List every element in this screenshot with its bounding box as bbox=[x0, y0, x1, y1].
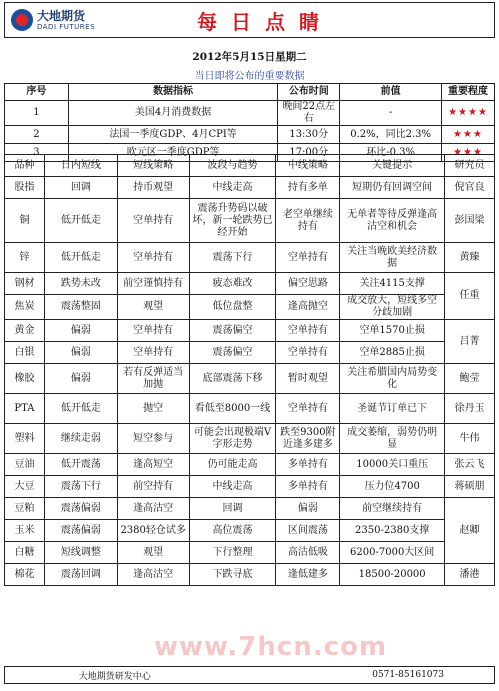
short-strategy-cell: 观望 bbox=[117, 295, 189, 320]
swing-trend-cell: 中线走高 bbox=[189, 177, 276, 199]
variety-cell: 豆油 bbox=[5, 454, 45, 476]
swing-trend-cell: 疲态难改 bbox=[189, 273, 276, 295]
intraday-cell: 回调 bbox=[44, 177, 117, 199]
swing-trend-cell: 中线走高 bbox=[189, 476, 276, 498]
intraday-cell: 跌势未改 bbox=[44, 273, 117, 295]
strategy-row bbox=[5, 295, 495, 320]
mid-strategy-cell: 空单持有 bbox=[276, 394, 340, 424]
swing-trend-cell: 看低至8000一线 bbox=[189, 394, 276, 424]
mid-strategy-cell: 空单持有 bbox=[276, 320, 340, 342]
release-time-cell: 晚间22点左右 bbox=[278, 101, 340, 126]
strategy-row bbox=[5, 476, 495, 498]
swing-trend-cell: 震荡升势码以破坏，新一轮跌势已经开始 bbox=[189, 199, 276, 243]
analyst-cell: 彭国梁 bbox=[445, 199, 495, 243]
variety-cell: 铜 bbox=[5, 199, 45, 243]
data-table-header bbox=[5, 84, 495, 101]
short-strategy-cell: 空单持有 bbox=[117, 342, 189, 364]
mid-strategy-cell: 空单持有 bbox=[276, 243, 340, 273]
swing-trend-cell: 震荡偏空 bbox=[189, 320, 276, 342]
intraday-cell: 震荡偏弱 bbox=[44, 520, 117, 542]
row-number: 2 bbox=[5, 126, 69, 144]
analyst-cell: 任重 bbox=[445, 273, 495, 320]
key-tip-cell: 关注当晚欧美经济数据 bbox=[340, 243, 445, 273]
analyst-cell: 赵卿 bbox=[445, 498, 495, 564]
short-strategy-cell: 抛空 bbox=[117, 394, 189, 424]
variety-cell: 白银 bbox=[5, 342, 45, 364]
analyst-cell: 牛伟 bbox=[445, 424, 495, 454]
variety-cell: 豆粕 bbox=[5, 498, 45, 520]
variety-cell: 黄金 bbox=[5, 320, 45, 342]
short-strategy-cell: 持币观望 bbox=[117, 177, 189, 199]
strategy-row bbox=[5, 564, 495, 586]
logo-en-text: DADI FUTURES bbox=[37, 22, 96, 31]
strategy-row bbox=[5, 424, 495, 454]
strategy-table bbox=[4, 154, 495, 586]
key-tip-cell: 压力位4700 bbox=[340, 476, 445, 498]
analyst-cell: 潘港 bbox=[445, 564, 495, 586]
short-strategy-cell: 空单持有 bbox=[117, 243, 189, 273]
variety-cell: 塑料 bbox=[5, 424, 45, 454]
swing-trend-cell: 震荡下行 bbox=[189, 243, 276, 273]
date-line: 2012年5月15日星期二 bbox=[192, 51, 307, 63]
col-header: 数据指标 bbox=[68, 84, 277, 101]
importance-stars: ★★★ bbox=[442, 144, 495, 162]
key-tip-cell: 6200-7000大区间 bbox=[340, 542, 445, 564]
report-title: 每日点睛 bbox=[197, 9, 333, 34]
intraday-cell: 震荡回调 bbox=[44, 564, 117, 586]
key-tip-cell: 短期仍有回调空间 bbox=[340, 177, 445, 199]
analyst-cell: 徐丹玉 bbox=[445, 394, 495, 424]
analyst-cell: 蒋硕朋 bbox=[445, 476, 495, 498]
indicator-cell: 法国一季度GDP、4月CPI等 bbox=[68, 126, 277, 144]
key-tip-cell: 成交萎缩，弱势仍明显 bbox=[340, 424, 445, 454]
strategy-row bbox=[5, 394, 495, 424]
variety-cell: PTA bbox=[5, 394, 45, 424]
key-tip-cell: 空单1570止损 bbox=[340, 320, 445, 342]
analyst-cell: 黄臻 bbox=[445, 243, 495, 273]
key-tip-cell: 圣诞节订单已下 bbox=[340, 394, 445, 424]
variety-cell: 股指 bbox=[5, 177, 45, 199]
strategy-row bbox=[5, 542, 495, 564]
analyst-cell: 张云飞 bbox=[445, 454, 495, 476]
release-time-cell: 17:00分 bbox=[278, 144, 340, 162]
swing-trend-cell: 回调 bbox=[189, 498, 276, 520]
key-tip-cell: 2350-2380支撑 bbox=[340, 520, 445, 542]
analyst-cell: 吕菁 bbox=[445, 320, 495, 364]
mid-strategy-cell: 持有多单 bbox=[276, 177, 340, 199]
variety-cell: 大豆 bbox=[5, 476, 45, 498]
col-header: 品种 bbox=[5, 155, 45, 177]
variety-cell: 白糖 bbox=[5, 542, 45, 564]
intraday-cell: 偏弱 bbox=[44, 364, 117, 394]
previous-value-cell: 环比-0.3% bbox=[340, 144, 442, 162]
strategy-row bbox=[5, 177, 495, 199]
swing-trend-cell: 可能会出现极端V字形走势 bbox=[189, 424, 276, 454]
short-strategy-cell: 逢高沽空 bbox=[117, 564, 189, 586]
footer-org: 大地期货研发中心 bbox=[78, 671, 151, 682]
intraday-cell: 震荡整固 bbox=[44, 295, 117, 320]
previous-value-cell: 0.2%，同比2.3% bbox=[340, 126, 442, 144]
short-strategy-cell: 若有反弹适当加抛 bbox=[117, 364, 189, 394]
intraday-cell: 震荡偏弱 bbox=[44, 498, 117, 520]
mid-strategy-cell: 暂时观望 bbox=[276, 364, 340, 394]
strategy-row bbox=[5, 273, 495, 295]
col-header: 短线策略 bbox=[117, 155, 189, 177]
intraday-cell: 低开低走 bbox=[44, 199, 117, 243]
swing-trend-cell: 下跌寻底 bbox=[189, 564, 276, 586]
key-tip-cell: 成交放大，短线多空分歧加剧 bbox=[340, 295, 445, 320]
mid-strategy-cell: 区间震荡 bbox=[276, 520, 340, 542]
data-row bbox=[5, 101, 495, 126]
swing-trend-cell: 高位震荡 bbox=[189, 520, 276, 542]
mid-strategy-cell: 高沽低吸 bbox=[276, 542, 340, 564]
importance-stars: ★★★★ bbox=[442, 101, 495, 126]
key-tip-cell: 前空继续持有 bbox=[340, 498, 445, 520]
strategy-row bbox=[5, 498, 495, 520]
report-footer bbox=[4, 666, 495, 684]
intraday-cell: 偏弱 bbox=[44, 342, 117, 364]
mid-strategy-cell: 空单持有 bbox=[276, 342, 340, 364]
col-header: 重要程度 bbox=[442, 84, 495, 101]
previous-value-cell: - bbox=[340, 101, 442, 126]
intraday-cell: 短线调整 bbox=[44, 542, 117, 564]
mid-strategy-cell: 多单持有 bbox=[276, 476, 340, 498]
swing-trend-cell: 低位盘整 bbox=[189, 295, 276, 320]
mid-strategy-cell: 逢低建多 bbox=[276, 564, 340, 586]
variety-cell: 橡胶 bbox=[5, 364, 45, 394]
key-tip-cell: 关注希腊国内局势变化 bbox=[340, 364, 445, 394]
strategy-row bbox=[5, 520, 495, 542]
intraday-cell: 低开低走 bbox=[44, 394, 117, 424]
release-time-cell: 13:30分 bbox=[278, 126, 340, 144]
col-header: 前值 bbox=[340, 84, 442, 101]
key-tip-cell: 10000关口重压 bbox=[340, 454, 445, 476]
col-header: 公布时间 bbox=[278, 84, 340, 101]
strategy-row bbox=[5, 342, 495, 364]
footer-phone: 0571-85161073 bbox=[372, 670, 444, 680]
short-strategy-cell: 2380轻仓试多 bbox=[117, 520, 189, 542]
col-header: 研究员 bbox=[445, 155, 495, 177]
intraday-cell: 低开低走 bbox=[44, 243, 117, 273]
indicator-cell: 欧元区一季度GDP等 bbox=[68, 144, 277, 162]
strategy-row bbox=[5, 454, 495, 476]
strategy-row bbox=[5, 243, 495, 273]
variety-cell: 棉花 bbox=[5, 564, 45, 586]
col-header: 中线策略 bbox=[276, 155, 340, 177]
short-strategy-cell: 短空参与 bbox=[117, 424, 189, 454]
watermark-logo: www.7hcn.com bbox=[154, 632, 388, 662]
mid-strategy-cell: 逢高抛空 bbox=[276, 295, 340, 320]
variety-cell: 焦炭 bbox=[5, 295, 45, 320]
mid-strategy-cell: 偏弱 bbox=[276, 498, 340, 520]
short-strategy-cell: 空单持有 bbox=[117, 199, 189, 243]
strategy-row bbox=[5, 364, 495, 394]
short-strategy-cell: 前空谨慎持有 bbox=[117, 273, 189, 295]
data-row bbox=[5, 126, 495, 144]
key-tip-cell: 无单者等待反弹逢高沽空和机会 bbox=[340, 199, 445, 243]
swing-trend-cell: 底部震荡下移 bbox=[189, 364, 276, 394]
indicator-cell: 美国4月消费数据 bbox=[68, 101, 277, 126]
col-header: 波段与趋势 bbox=[189, 155, 276, 177]
short-strategy-cell: 观望 bbox=[117, 542, 189, 564]
strategy-table-header bbox=[5, 155, 495, 177]
analyst-cell: 倪官良 bbox=[445, 177, 495, 199]
economic-data-table bbox=[4, 83, 495, 162]
mid-strategy-cell: 跌至9300附近逢多建多 bbox=[276, 424, 340, 454]
key-tip-cell: 18500-20000 bbox=[340, 564, 445, 586]
swing-trend-cell: 仍可能走高 bbox=[189, 454, 276, 476]
col-header: 日内短线 bbox=[44, 155, 117, 177]
short-strategy-cell: 逢高沽空 bbox=[117, 498, 189, 520]
analyst-cell: 鲍莹 bbox=[445, 364, 495, 394]
intraday-cell: 低开震荡 bbox=[44, 454, 117, 476]
daily-report-sheet bbox=[4, 2, 495, 685]
col-header: 关键提示 bbox=[340, 155, 445, 177]
col-header: 序号 bbox=[5, 84, 69, 101]
key-tip-cell: 关注4115支撑 bbox=[340, 273, 445, 295]
key-tip-cell: 空单2885止损 bbox=[340, 342, 445, 364]
logo-mark-icon bbox=[11, 9, 33, 31]
intraday-cell: 震荡下行 bbox=[44, 476, 117, 498]
intraday-cell: 继续走弱 bbox=[44, 424, 117, 454]
strategy-row bbox=[5, 199, 495, 243]
swing-trend-cell: 震荡偏空 bbox=[189, 342, 276, 364]
short-strategy-cell: 空单持有 bbox=[117, 320, 189, 342]
mid-strategy-cell: 多单持有 bbox=[276, 454, 340, 476]
variety-cell: 锌 bbox=[5, 243, 45, 273]
importance-stars: ★★★ bbox=[442, 126, 495, 144]
mid-strategy-cell: 老空单继续持有 bbox=[276, 199, 340, 243]
short-strategy-cell: 前空持有 bbox=[117, 476, 189, 498]
report-header bbox=[4, 2, 495, 38]
intraday-cell: 偏弱 bbox=[44, 320, 117, 342]
strategy-row bbox=[5, 320, 495, 342]
variety-cell: 玉米 bbox=[5, 520, 45, 542]
swing-trend-cell: 下行整理 bbox=[189, 542, 276, 564]
company-logo bbox=[11, 9, 131, 31]
row-number: 3 bbox=[5, 144, 69, 162]
logo-cn-text: 大地期货 bbox=[37, 8, 86, 23]
short-strategy-cell: 逢高短空 bbox=[117, 454, 189, 476]
data-subtitle: 当日即将公布的重要数据 bbox=[194, 71, 305, 82]
mid-strategy-cell: 偏空思路 bbox=[276, 273, 340, 295]
variety-cell: 钢材 bbox=[5, 273, 45, 295]
row-number: 1 bbox=[5, 101, 69, 126]
